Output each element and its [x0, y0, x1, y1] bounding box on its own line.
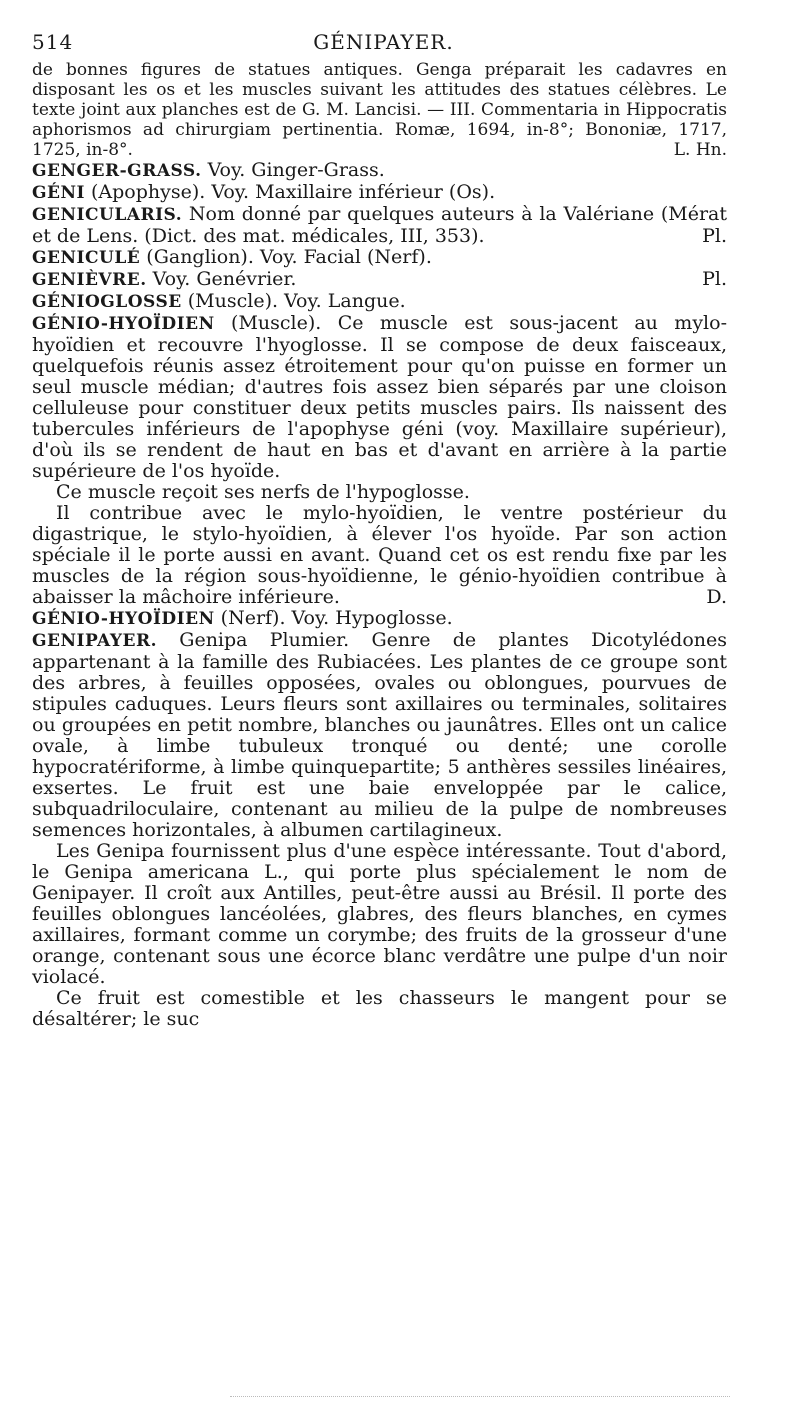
entry-paragraph [32, 988, 727, 1030]
entry-headword: GÉNIO-HYOÏDIEN [32, 314, 215, 334]
entry-body: (Nerf). Voy. Hypoglosse. [220, 607, 453, 629]
entry-author: Pl. [702, 268, 727, 290]
entry-author: Pl. [702, 225, 727, 247]
lead-author: L. Hn. [673, 140, 727, 160]
page-header [32, 30, 735, 58]
running-title: GÉNIPAYER. [313, 30, 454, 54]
entry-geni [32, 182, 727, 204]
entry-genger-grass [32, 160, 727, 182]
bottom-bleed-through [230, 1396, 730, 1397]
entry-headword: GÉNIOGLOSSE [32, 292, 182, 312]
entry-genievre [32, 269, 727, 291]
entry-headword: GENIPAYER. [32, 631, 157, 651]
entry-genio-hyoidien-nerf [32, 608, 727, 630]
entry-genipayer [32, 630, 727, 841]
entry-body: (Muscle). Voy. Langue. [187, 290, 406, 312]
entry-author: D. [706, 586, 727, 608]
entry-paragraph [32, 503, 727, 608]
lead-paragraph [32, 60, 727, 160]
entry-body: Voy. Ginger-Grass. [207, 159, 385, 181]
entry-headword: GENICULÉ [32, 248, 141, 268]
page-content [32, 60, 727, 1030]
entry-body: Les Genipa fournissent plus d'une espèce intéressante. Tout d'abord, le Genipa americana L., qui porte plus spécialement le nom de Genipayer. Il croît aux Antilles, peut-être aussi au Brésil. Il porte des feuilles oblongues lancéolées, glabres, des fleurs blanches, en cymes axillaires, formant comme un corymbe; des fruits de la grosseur d'une orange, contenant sous une écorce blanc verdâtre une pulpe d'un noir violacé. [32, 840, 727, 988]
entry-headword: GÉNI [32, 183, 85, 203]
page-number: 514 [32, 30, 74, 54]
entry-body: Nom donné par quelques auteurs à la Valériane (Mérat et de Lens. (Dict. des mat. médicales, III, 353). [32, 203, 727, 247]
entry-body: Genipa Plumier. Genre de plantes Dicotylédones appartenant à la famille des Rubiacées. Les plantes de ce groupe sont des arbres, à feuilles opposées, ovales ou oblongues, pourvues de stipules caduques. Leurs fleurs sont axillaires ou terminales, solitaires ou groupées en petit nombre, blanches ou jaunâtres. Elles ont un calice ovale, à limbe tubuleux tronqué ou denté; une corolle hypocratériforme, à limbe quinquepartite; 5 anthères sessiles linéaires, exsertes. Le fruit est une baie enveloppée par le calice, subquadriloculaire, contenant au milieu de la pulpe de nombreuses semences horizontales, à albumen cartilagineux. [32, 629, 727, 841]
entry-headword: GENGER-GRASS. [32, 161, 202, 181]
entry-headword: GÉNIO-HYOÏDIEN [32, 609, 215, 629]
lead-text: de bonnes figures de statues antiques. Genga préparait les cadavres en disposant les os et les muscles suivant les attitudes des statues célèbres. Le texte joint aux planches est de G. M. Lancisi. — III. Commentaria in Hippocratis aphorismos ad chirurgiam pertinentia. Romæ, 1694, in-8°; Bononiæ, 1717, 1725, in-8°. [32, 60, 727, 160]
entry-genioglosse [32, 291, 727, 313]
entry-body: Voy. Genévrier. [152, 268, 297, 290]
entry-genio-hyoidien-muscle [32, 313, 727, 482]
entry-body: (Muscle). Ce muscle est sous-jacent au mylo-hyoïdien et recouvre l'hyoglosse. Il se compose de deux faisceaux, quelquefois réunis assez étroitement pour qu'on puisse en former un seul muscle médian; d'autres fois assez bien séparés par une cloison celluleuse pour constituer deux petits muscles pairs. Ils naissent des tubercules inférieurs de l'apophyse géni (voy. Maxillaire supérieur), d'où ils se rendent de haut en bas et d'avant en arrière à la partie supérieure de l'os hyoïde. [32, 312, 727, 482]
entry-body: Ce muscle reçoit ses nerfs de l'hypoglosse. [56, 481, 470, 503]
entry-genicularis [32, 204, 727, 247]
entry-body: Ce fruit est comestible et les chasseurs le mangent pour se désaltérer; le suc [32, 987, 727, 1030]
entry-paragraph [32, 841, 727, 988]
entry-body: (Apophyse). Voy. Maxillaire inférieur (Os). [91, 181, 496, 203]
entry-paragraph [32, 482, 727, 503]
entry-headword: GENIÈVRE. [32, 270, 147, 290]
entry-body: Il contribue avec le mylo-hyoïdien, le ventre postérieur du digastrique, le stylo-hyoïdien, à élever l'os hyoïde. Par son action spéciale il le porte aussi en avant. Quand cet os est rendu fixe par les muscles de la région sous-hyoïdienne, le génio-hyoïdien contribue à abaisser la mâchoire inférieure. [32, 502, 727, 608]
entry-body: (Ganglion). Voy. Facial (Nerf). [146, 246, 432, 268]
entry-genicule [32, 247, 727, 269]
entry-headword: GENICULARIS. [32, 205, 183, 225]
